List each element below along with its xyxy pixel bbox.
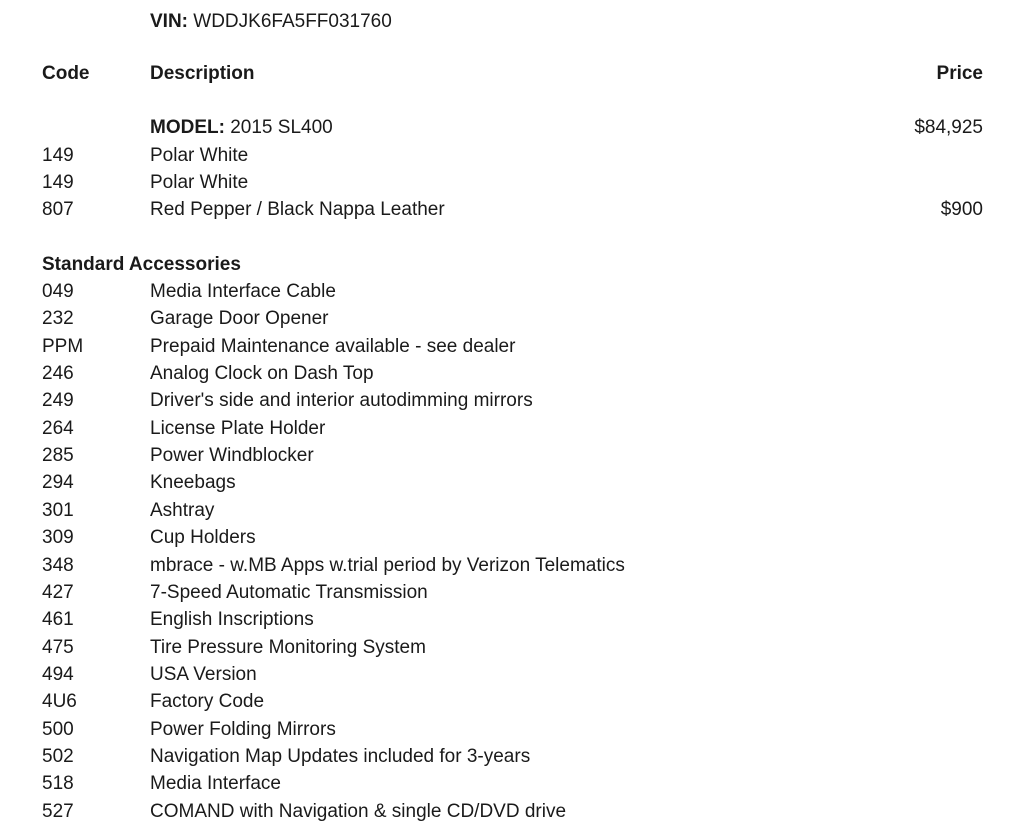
- accessory-description: Power Folding Mirrors: [150, 718, 336, 740]
- header-description: Description: [150, 63, 255, 84]
- accessory-description: Garage Door Opener: [150, 308, 329, 330]
- accessory-row: [0, 498, 1024, 524]
- accessory-description: Factory Code: [150, 691, 265, 713]
- accessory-row: [0, 553, 1024, 579]
- accessory-description: Power Windblocker: [150, 445, 314, 467]
- accessory-code: 232: [42, 308, 74, 330]
- accessory-code: 249: [42, 390, 74, 412]
- standard-accessories-title: Standard Accessories: [42, 254, 241, 275]
- accessory-description: COMAND with Navigation & single CD/DVD drive: [150, 800, 567, 822]
- table-header: [0, 63, 1024, 87]
- accessory-row: [0, 470, 1024, 496]
- accessory-code: 527: [42, 800, 74, 822]
- accessory-code: 301: [42, 499, 74, 521]
- model-description: [150, 115, 333, 141]
- accessory-code: 4U6: [42, 691, 77, 713]
- accessory-description: License Plate Holder: [150, 417, 326, 439]
- model-value: 2015 SL400: [230, 117, 333, 138]
- accessory-description: Prepaid Maintenance available - see dealer: [150, 335, 516, 357]
- option-row: [0, 170, 1024, 196]
- accessory-code: 518: [42, 773, 74, 795]
- accessory-description: USA Version: [150, 663, 257, 685]
- accessory-code: 294: [42, 472, 74, 494]
- accessory-code: 049: [42, 281, 74, 302]
- accessory-code: 461: [42, 609, 74, 631]
- accessory-row: [0, 334, 1024, 360]
- accessory-row: [0, 388, 1024, 414]
- option-description: Polar White: [150, 172, 249, 193]
- accessory-row: [0, 771, 1024, 797]
- accessory-row: [0, 607, 1024, 633]
- accessory-code: 502: [42, 745, 74, 767]
- accessory-description: Cup Holders: [150, 527, 256, 549]
- option-description: Red Pepper / Black Nappa Leather: [150, 199, 445, 220]
- accessory-description: mbrace - w.MB Apps w.trial period by Verizon Telematics: [150, 554, 625, 576]
- vin-value: WDDJK6FA5FF031760: [193, 11, 392, 32]
- accessory-description: English Inscriptions: [150, 609, 314, 631]
- option-description: Polar White: [150, 145, 249, 166]
- option-price: $900: [940, 199, 983, 220]
- accessory-row: [0, 689, 1024, 715]
- accessory-description: 7-Speed Automatic Transmission: [150, 581, 428, 603]
- accessory-description: Media Interface Cable: [150, 281, 336, 302]
- model-price: $84,925: [914, 117, 983, 138]
- option-code: 149: [42, 172, 74, 193]
- accessory-code: 427: [42, 581, 74, 603]
- accessory-code: 264: [42, 417, 74, 439]
- option-code: 807: [42, 199, 74, 220]
- header-code: Code: [42, 63, 90, 84]
- accessory-description: Ashtray: [150, 499, 215, 521]
- accessory-description: Analog Clock on Dash Top: [150, 363, 374, 385]
- accessory-row: [0, 635, 1024, 661]
- accessory-row: [0, 443, 1024, 469]
- header-price: Price: [936, 63, 983, 84]
- accessory-row: [0, 416, 1024, 442]
- accessory-row: [0, 662, 1024, 688]
- accessory-description: Kneebags: [150, 472, 236, 494]
- accessory-description: Tire Pressure Monitoring System: [150, 636, 426, 658]
- option-row: [0, 143, 1024, 169]
- accessory-row: [0, 361, 1024, 387]
- accessory-code: 500: [42, 718, 74, 740]
- accessory-row: [0, 799, 1024, 825]
- accessory-code: 475: [42, 636, 74, 658]
- accessory-row: [0, 525, 1024, 551]
- option-code: 149: [42, 145, 74, 166]
- accessory-code: 494: [42, 663, 74, 685]
- model-label: MODEL:: [150, 117, 225, 138]
- accessory-description: Navigation Map Updates included for 3-years: [150, 745, 531, 767]
- accessory-code: 348: [42, 554, 74, 576]
- accessory-code: 309: [42, 527, 74, 549]
- accessory-description: Media Interface: [150, 773, 281, 795]
- option-row: [0, 197, 1024, 223]
- accessory-row: [0, 744, 1024, 770]
- accessory-description: Driver's side and interior autodimming mirrors: [150, 390, 533, 412]
- model-row: [0, 115, 1024, 141]
- vin-line: [150, 10, 392, 34]
- accessory-code: PPM: [42, 335, 84, 357]
- vin-label: VIN:: [150, 11, 188, 32]
- accessory-row: [0, 580, 1024, 606]
- accessory-row: [0, 717, 1024, 743]
- accessory-row: [0, 306, 1024, 332]
- accessory-code: 285: [42, 445, 74, 467]
- accessory-code: 246: [42, 363, 74, 385]
- accessory-row: [0, 279, 1024, 305]
